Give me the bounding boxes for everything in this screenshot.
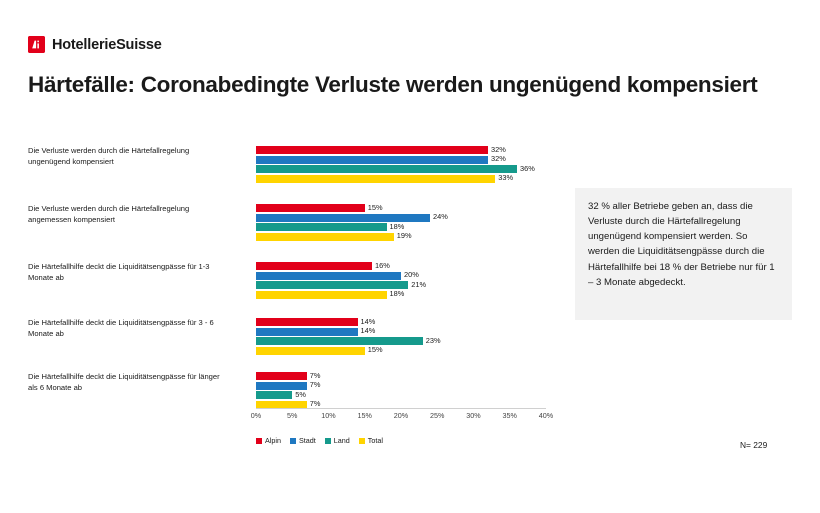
chart-bar-value: 7% <box>309 380 321 390</box>
chart-bar-value: 18% <box>389 289 405 299</box>
chart-bar <box>256 214 430 222</box>
chart-bar-value: 14% <box>360 316 376 326</box>
legend-swatch <box>256 438 262 444</box>
axis-tick-label: 15% <box>357 411 372 420</box>
legend-swatch <box>325 438 331 444</box>
axis-tick-label: 10% <box>321 411 336 420</box>
chart-bar <box>256 272 401 280</box>
axis-tick-label: 20% <box>393 411 409 420</box>
page-title: Härtefälle: Coronabedingte Verluste werden ungenügend kompensiert <box>28 72 758 97</box>
chart-bar <box>256 347 365 355</box>
legend-item <box>325 436 350 445</box>
chart-bar-value: 32% <box>491 144 506 154</box>
legend-item <box>256 436 281 445</box>
chart-bar <box>256 372 307 380</box>
chart-bar <box>256 233 394 241</box>
axis-tick-label: 40% <box>538 411 554 420</box>
chart-bar-value: 15% <box>367 202 383 212</box>
chart-bar-value: 21% <box>411 279 427 289</box>
chart-bar-group <box>256 146 573 190</box>
chart-x-axis <box>250 408 586 424</box>
chart-bar <box>256 262 372 270</box>
chart-bar <box>256 223 387 231</box>
chart-category-label: Die Härtefallhilfe deckt die Liquiditätsengpässe für länger als 6 Monate ab <box>28 372 220 392</box>
chart-category-row <box>28 262 573 306</box>
chart-bar-value: 7% <box>309 370 321 380</box>
chart-bar-value: 23% <box>425 335 441 345</box>
brand-logo <box>28 36 162 53</box>
chart-bar-value: 32% <box>491 154 506 164</box>
chart-bar-value: 15% <box>367 345 383 355</box>
chart-category-label: Die Härtefallhilfe deckt die Liquiditätsengpässe für 1-3 Monate ab <box>28 262 210 282</box>
chart-bar-value: 19% <box>396 231 412 241</box>
chart-category-row <box>28 146 573 190</box>
axis-tick-label: 0% <box>250 411 262 420</box>
chart-legend <box>256 436 383 445</box>
chart-bar <box>256 328 358 336</box>
chart-bar-value: 5% <box>295 389 306 399</box>
chart-bar-value: 14% <box>360 326 376 336</box>
chart-bar-group <box>256 262 573 306</box>
chart-bar <box>256 337 423 345</box>
hotellerie-suisse-logo-icon <box>28 36 45 53</box>
axis-line <box>256 408 546 409</box>
chart-bar-value: 24% <box>433 212 448 222</box>
legend-item <box>290 436 316 445</box>
axis-tick-label: 25% <box>430 411 445 420</box>
callout-note: 32 % aller Betriebe geben an, dass die Verluste durch die Härtefallregelung ungenügend kompensiert werden. So werden die Liquiditätsengpässe durch die Härtefallhilfe bei 18 % der Betriebe nur für 1 – 3 Monate abgedeckt. <box>575 188 792 320</box>
bar-chart <box>28 140 573 450</box>
legend-swatch <box>359 438 365 444</box>
axis-tick-label: 30% <box>466 411 481 420</box>
legend-label: Land <box>333 436 350 445</box>
sample-size-label: N= 229 <box>740 440 768 450</box>
axis-tick-label: 35% <box>502 411 517 420</box>
chart-bar-value: 20% <box>404 270 419 280</box>
legend-label: Total <box>367 436 383 445</box>
chart-bar-value: 36% <box>520 163 535 173</box>
chart-category-row <box>28 318 573 362</box>
legend-label: Alpin <box>265 436 281 445</box>
chart-bar-group <box>256 204 573 248</box>
chart-bar <box>256 165 517 173</box>
chart-bar-value: 33% <box>498 173 514 183</box>
chart-bar <box>256 175 495 183</box>
chart-category-row <box>28 204 573 248</box>
legend-swatch <box>290 438 296 444</box>
legend-label: Stadt <box>298 436 316 445</box>
chart-bar-value: 18% <box>389 221 405 231</box>
chart-bar-value: 7% <box>309 399 321 409</box>
chart-bar <box>256 146 488 154</box>
chart-bar <box>256 281 408 289</box>
chart-bar <box>256 156 488 164</box>
chart-bar <box>256 204 365 212</box>
chart-category-label: Die Verluste werden durch die Härtefallregelung ungenügend kompensiert <box>28 146 190 166</box>
legend-item <box>359 436 383 445</box>
chart-category-label: Die Härtefallhilfe deckt die Liquiditätsengpässe für 3 - 6 Monate ab <box>28 318 214 338</box>
chart-category-label: Die Verluste werden durch die Härtefallregelung angemessen kompensiert <box>28 204 190 224</box>
brand-name: HotellerieSuisse <box>52 36 162 53</box>
axis-tick-label: 5% <box>287 411 298 420</box>
chart-bar <box>256 382 307 390</box>
chart-bar-value: 16% <box>375 260 390 270</box>
chart-bar <box>256 291 387 299</box>
chart-bar-group <box>256 318 573 362</box>
chart-bar <box>256 318 358 326</box>
chart-bar <box>256 391 292 399</box>
